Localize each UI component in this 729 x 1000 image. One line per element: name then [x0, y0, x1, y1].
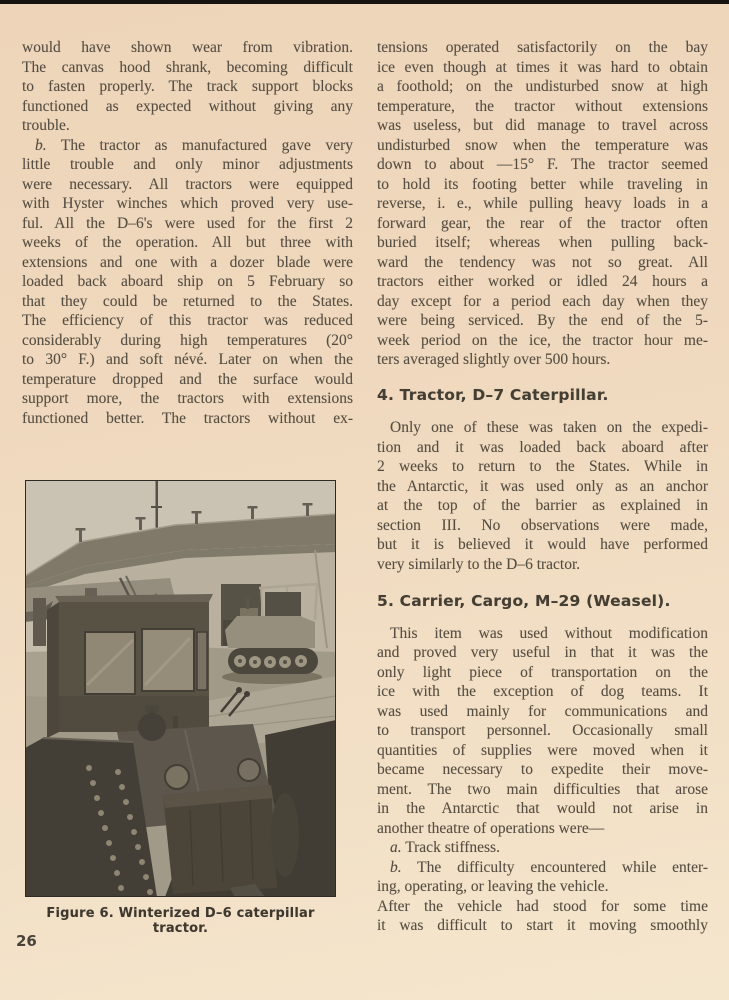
text-line: b. The tractor as manufactured gave very	[35, 136, 353, 154]
paragraph	[377, 897, 708, 936]
text-line: ward the tendency was not so great. All	[377, 253, 708, 271]
text-line: quantities of supplies were moved when it	[377, 741, 708, 759]
text-line: functioned better. The tractors without ex-	[22, 409, 353, 427]
text-line: it was difficult to start it moving smoothly	[377, 917, 708, 934]
text-line: day except for a period each day when they	[377, 292, 708, 310]
text-line: that they could be returned to the States.	[22, 292, 353, 310]
text-line: After the vehicle had stood for some time	[377, 897, 708, 915]
text-line: This item was used without modification	[390, 624, 708, 642]
text-line: tensions operated satisfactorily on the bay	[377, 39, 708, 56]
text-line: to 30° F.) and soft névé. Later on when the	[22, 351, 353, 368]
text-line: at the top of the barrier as explained in	[377, 497, 708, 514]
text-line: week period on the ice, the tractor hour me-	[377, 331, 708, 349]
text-line: trouble.	[22, 117, 70, 134]
text-line: ters averaged slightly over 500 hours.	[377, 351, 611, 368]
text-line: another theatre of operations were—	[377, 819, 605, 837]
text-line: were being serviced. By the end of the 5-	[377, 312, 708, 329]
text-line: The canvas hood shrank, becoming difficult	[22, 58, 353, 76]
text-line: but it is believed it would have performed	[377, 536, 708, 553]
section-heading-carrier-m29: 5. Carrier, Cargo, M–29 (Weasel).	[377, 592, 671, 610]
right-column	[377, 38, 708, 936]
text-line: were necessary. All tractors were equipped	[22, 175, 353, 193]
text-line: loaded back aboard ship on 5 February so	[22, 273, 353, 290]
text-line: buried itself; whereas when pulling back-	[377, 234, 708, 251]
text-line: b. The difficulty encountered while enter-	[390, 858, 708, 876]
text-line: reverse, i. e., while pulling heavy loads in a	[377, 195, 708, 212]
text-line: the Antarctic, it was used only as an anchor	[377, 477, 708, 495]
text-line: tractors either worked or idled 24 hours a	[377, 273, 708, 290]
text-line: down to about —15° F. The tractor seemed	[377, 156, 708, 173]
text-line: functioned as expected without giving any	[22, 97, 353, 115]
text-line: ice even though at times it was hard to obtain	[377, 58, 708, 76]
text-line: a. Track stiffness.	[390, 839, 500, 856]
text-line: to transport personnel. Occasionally small	[377, 722, 708, 739]
paragraph	[377, 624, 708, 839]
text-line: extensions and one with a dozer blade were	[22, 253, 353, 271]
text-line: section III. No observations were made,	[377, 516, 708, 534]
text-line: was used mainly for communications and	[377, 702, 708, 720]
text-line: ful. All the D–6's were used for the first 2	[22, 214, 353, 232]
left-column	[22, 38, 353, 428]
text-line: ing, operating, or leaving the vehicle.	[377, 878, 609, 895]
text-line: temperature, the tractor without extensions	[377, 97, 708, 115]
text-line: a foothold; on the undisturbed snow at high	[377, 78, 708, 95]
text-line: support more, the tractors with extensions	[22, 390, 353, 407]
paragraph	[377, 418, 708, 574]
figure-photo	[25, 480, 336, 897]
paragraph	[22, 38, 353, 136]
text-line: ment. The two main difficulties that arose	[377, 780, 708, 798]
text-line: became necessary to expedite their move-	[377, 761, 708, 778]
text-line: would have shown wear from vibration.	[22, 39, 353, 56]
text-line: undisturbed snow when the temperature was	[377, 136, 708, 154]
text-line: little trouble and only minor adjustments	[22, 156, 353, 173]
text-line: to hold its footing better while traveling in	[377, 175, 708, 193]
paragraph	[22, 136, 353, 429]
text-line: forward gear, the rear of the tractor often	[377, 214, 708, 232]
text-line: Only one of these was taken on the expedi-	[390, 419, 708, 436]
text-line: The efficiency of this tractor was reduced	[22, 312, 353, 329]
section-heading-tractor-d7: 4. Tractor, D–7 Caterpillar.	[377, 385, 609, 404]
list-item-b	[377, 858, 708, 897]
text-line: was useless, but did manage to travel across	[377, 117, 708, 134]
page-number: 26	[16, 932, 37, 950]
text-line: very similarly to the D–6 tractor.	[377, 555, 581, 573]
text-line: ice with the exception of dog teams. It	[377, 683, 708, 700]
text-line: weeks of the operation. All but three with	[22, 234, 353, 251]
text-line: 2 weeks to return to the States. While in	[377, 458, 708, 475]
text-line: temperature dropped and the surface would	[22, 370, 353, 388]
figure-caption: Figure 6. Winterized D–6 caterpillar tractor.	[46, 906, 315, 936]
text-line: and proved very useful in that it was the	[377, 644, 708, 661]
list-item-a	[377, 838, 708, 858]
text-line: considerably during high temperatures (20°	[22, 331, 353, 349]
text-line: only light piece of transportation on the	[377, 663, 708, 681]
text-line: tion and it was loaded back aboard after	[377, 438, 708, 456]
paragraph	[377, 38, 708, 370]
text-line: in the Antarctic that would not arise in	[377, 800, 708, 817]
text-line: to fasten properly. The track support blocks	[22, 78, 353, 95]
scan-edge-bar	[0, 0, 729, 4]
text-line: with Hyster winches which proved very use-	[22, 195, 353, 212]
